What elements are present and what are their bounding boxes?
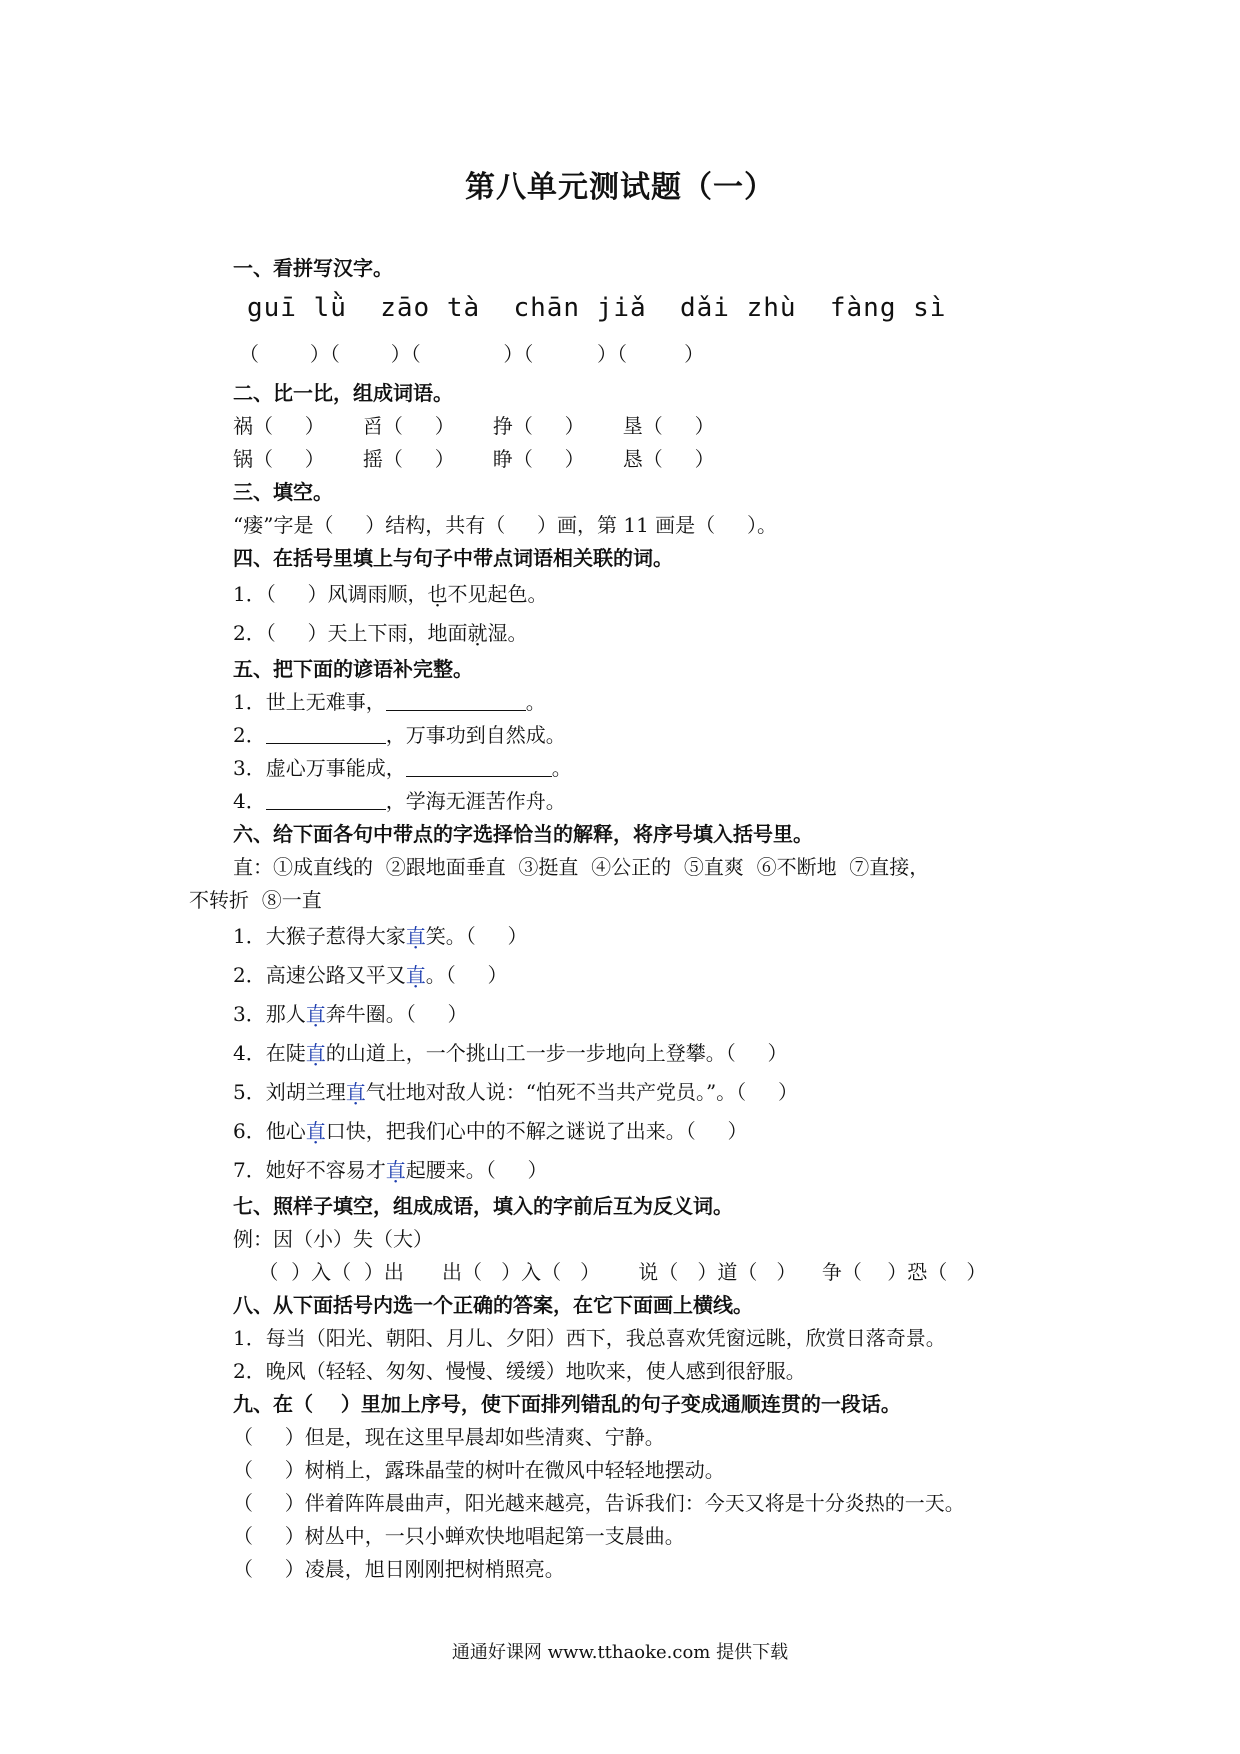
question-text: 3．那人 bbox=[233, 1002, 306, 1026]
dotted-word: 直 bbox=[405, 963, 426, 987]
section-7-heading: 七、照样子填空，组成成语，填入的字前后互为反义词。 bbox=[233, 1194, 733, 1218]
answer-parens-row: （ ）（ ）（ ）（ ）（ ） bbox=[239, 342, 705, 366]
question-text: 5．刘胡兰理 bbox=[233, 1080, 346, 1104]
question-text: 口快，把我们心中的不解之谜说了出来。（ ） bbox=[325, 1119, 748, 1143]
question-text: 奔牛圈。（ ） bbox=[325, 1002, 468, 1026]
proverb-text: 2． bbox=[233, 723, 266, 747]
choice-question-2: 2．晚风（轻轻、匆匆、慢慢、缓缓）地吹来，使人感到很舒服。 bbox=[233, 1359, 806, 1383]
order-sentence-5: （ ）凌晨，旭日刚刚把树梢照亮。 bbox=[233, 1557, 565, 1581]
proverb-text: 。 bbox=[525, 690, 546, 714]
order-sentence-3: （ ）伴着阵阵晨曲声，阳光越来越亮，告诉我们：今天又将是十分炎热的一天。 bbox=[233, 1491, 965, 1515]
compare-row-1: 祸（ ） 舀（ ） 挣（ ） 垦（ ） bbox=[233, 414, 715, 438]
question-text: 的山道上，一个挑山工一步一步地向上登攀。（ ） bbox=[325, 1041, 788, 1065]
proverb-text: ，学海无涯苦作舟。 bbox=[385, 789, 566, 813]
question-text: 7．她好不容易才 bbox=[233, 1158, 386, 1182]
question-6-6 bbox=[233, 1112, 1113, 1151]
order-sentence-2: （ ）树梢上，露珠晶莹的树叶在微风中轻轻地摆动。 bbox=[233, 1458, 725, 1482]
answer-blank bbox=[266, 721, 386, 744]
question-text: 1．大猴子惹得大家 bbox=[233, 924, 406, 948]
compare-row-2: 锅（ ） 摇（ ） 睁（ ） 恳（ ） bbox=[233, 447, 715, 471]
fill-blank-line: “瘘”字是（ ）结构，共有（ ）画，第 11 画是（ ）。 bbox=[233, 513, 777, 537]
dotted-word: 直 bbox=[305, 1041, 326, 1065]
dotted-word: 直 bbox=[385, 1158, 406, 1182]
dotted-word: 也 bbox=[427, 582, 448, 606]
dotted-word: 直 bbox=[305, 1002, 326, 1026]
order-sentence-1: （ ）但是，现在这里早晨却如些清爽、宁静。 bbox=[233, 1425, 665, 1449]
proverb-4 bbox=[233, 785, 1113, 818]
dotted-word: 直 bbox=[305, 1119, 326, 1143]
proverb-text: 。 bbox=[551, 756, 572, 780]
question-text: 1．（ ）风调雨顺， bbox=[233, 582, 428, 606]
section-2-heading: 二、比一比，组成词语。 bbox=[233, 381, 453, 405]
proverb-text: 4． bbox=[233, 789, 266, 813]
question-text: 笑。（ ） bbox=[425, 924, 528, 948]
question-6-2 bbox=[233, 956, 1113, 995]
proverb-text: 1．世上无难事， bbox=[233, 690, 386, 714]
choice-question-1: 1．每当（阳光、朝阳、月儿、夕阳）西下，我总喜欢凭窗远眺，欣赏日落奇景。 bbox=[233, 1326, 946, 1350]
answer-blank bbox=[386, 688, 526, 711]
dotted-word: 直 bbox=[345, 1080, 366, 1104]
question-text: 6．他心 bbox=[233, 1119, 306, 1143]
proverb-3 bbox=[233, 752, 1113, 785]
page-title: 第八单元测试题（一） bbox=[465, 170, 775, 205]
proverb-1 bbox=[233, 686, 1113, 719]
idiom-example: 例：因（小）失（大） bbox=[233, 1227, 433, 1251]
question-6-5 bbox=[233, 1073, 1113, 1112]
question-text: 4．在陡 bbox=[233, 1041, 306, 1065]
section-4-heading: 四、在括号里填上与句子中带点词语相关联的词。 bbox=[233, 546, 673, 570]
question-text: 湿。 bbox=[487, 621, 528, 645]
page-footer: 通通好课网 www.tthaoke.com 提供下载 bbox=[451, 1642, 789, 1663]
question-text: 不见起色。 bbox=[447, 582, 548, 606]
question-4-2 bbox=[233, 614, 1113, 653]
question-text: 2．高速公路又平又 bbox=[233, 963, 406, 987]
section-6-heading: 六、给下面各句中带点的字选择恰当的解释，将序号填入括号里。 bbox=[233, 822, 813, 846]
section-9-heading: 九、在（ ）里加上序号，使下面排列错乱的句子变成通顺连贯的一段话。 bbox=[233, 1392, 901, 1416]
question-6-3 bbox=[233, 995, 1113, 1034]
proverb-text: 3．虚心万事能成， bbox=[233, 756, 406, 780]
proverb-2 bbox=[233, 719, 1113, 752]
dotted-word: 直 bbox=[405, 924, 426, 948]
definition-line-1: 直：①成直线的 ②跟地面垂直 ③挺直 ④公正的 ⑤直爽 ⑥不断地 ⑦直接， bbox=[233, 855, 930, 879]
question-text: 气壮地对敌人说：“怕死不当共产党员。”。（ ） bbox=[365, 1080, 798, 1104]
question-6-4 bbox=[233, 1034, 1113, 1073]
question-text: 。（ ） bbox=[425, 963, 508, 987]
section-8-heading: 八、从下面括号内选一个正确的答案，在它下面画上横线。 bbox=[233, 1293, 753, 1317]
idiom-items: （ ）入（ ）出 出（ ）入（ ） 说（ ）道（ ） 争（ ）恐（ ） bbox=[233, 1260, 987, 1284]
section-5-heading: 五、把下面的谚语补完整。 bbox=[233, 657, 473, 681]
order-sentence-4: （ ）树丛中，一只小蝉欢快地唱起第一支晨曲。 bbox=[233, 1524, 685, 1548]
test-content bbox=[189, 252, 1113, 1586]
proverb-text: ，万事功到自然成。 bbox=[385, 723, 566, 747]
question-6-7 bbox=[233, 1151, 1113, 1190]
answer-blank bbox=[266, 787, 386, 810]
dotted-word: 就 bbox=[467, 621, 488, 645]
question-text: 起腰来。（ ） bbox=[405, 1158, 548, 1182]
question-6-1 bbox=[233, 917, 1113, 956]
definition-line-2: 不转折 ⑧一直 bbox=[189, 888, 322, 912]
question-text: 2．（ ）天上下雨，地面 bbox=[233, 621, 468, 645]
section-3-heading: 三、填空。 bbox=[233, 480, 333, 504]
section-1-heading: 一、看拼写汉字。 bbox=[233, 256, 393, 280]
question-4-1 bbox=[233, 575, 1113, 614]
pinyin-row: guī lǜ zāo tà chān jiǎ dǎi zhù fàng sì bbox=[247, 293, 947, 323]
answer-blank bbox=[406, 754, 552, 777]
